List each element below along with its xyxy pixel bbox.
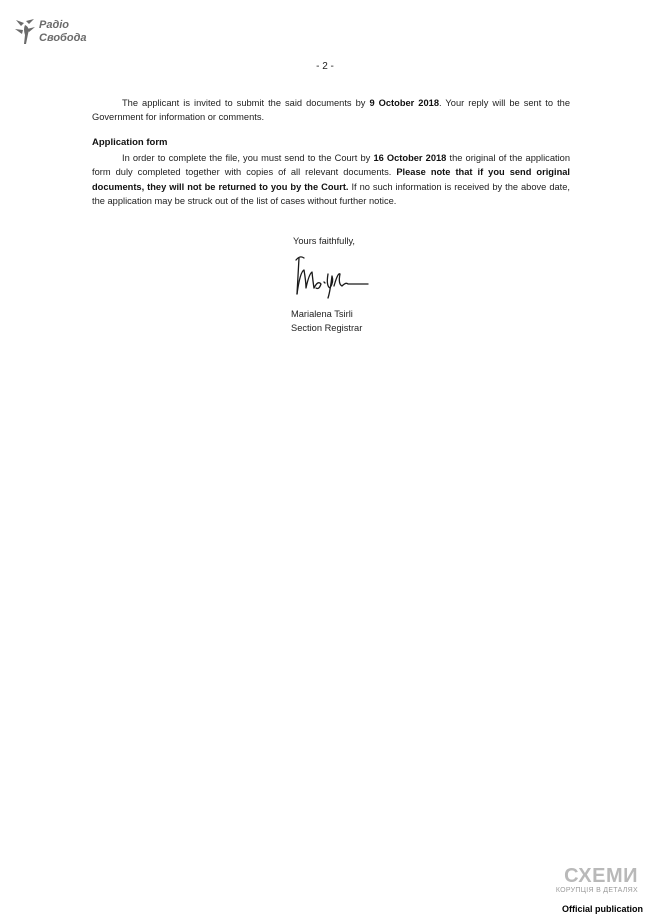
signer-name: Marialena Tsirli bbox=[291, 309, 353, 319]
paragraph-application-form bbox=[92, 151, 570, 209]
paragraph2-text-1: In order to complete the file, you must send to the Court by bbox=[122, 153, 374, 163]
radio-svoboda-logo bbox=[14, 17, 94, 49]
radio-svoboda-logo-icon bbox=[14, 17, 38, 47]
paragraph-submission-deadline bbox=[92, 96, 570, 125]
closing-salutation: Yours faithfully, bbox=[293, 236, 356, 246]
schemes-brand: СХЕМИ bbox=[564, 865, 638, 887]
paragraph2-bold-note: Please note that if you send original documents, they will not be returned to you by the Court. bbox=[92, 167, 571, 192]
logo-text bbox=[39, 19, 86, 45]
page-number: - 2 - bbox=[316, 61, 334, 72]
signer-title: Section Registrar bbox=[291, 323, 363, 333]
paragraph1-text-before: The applicant is invited to submit the said documents by bbox=[122, 98, 370, 108]
paragraph1-date: 9 October 2018 bbox=[369, 98, 439, 108]
schemes-tagline: КОРУПЦІЯ В ДЕТАЛЯХ bbox=[555, 887, 638, 894]
logo-line-2: Свобода bbox=[39, 32, 87, 44]
section-heading: Application form bbox=[92, 137, 168, 148]
paragraph2-date: 16 October 2018 bbox=[373, 153, 447, 163]
handwritten-signature bbox=[290, 252, 370, 302]
logo-line-1: Радіо bbox=[39, 19, 70, 31]
schemes-watermark bbox=[538, 866, 638, 895]
paragraph2-text-2: the original of the application form duly completed together with copies of all relevant documents. bbox=[92, 153, 570, 178]
paragraph2-text-3: If no such information is received by the above date, the application may be struck out of the list of cases without further notice. bbox=[92, 181, 570, 207]
signer-block bbox=[291, 307, 362, 335]
official-publication-label: Official publication bbox=[559, 903, 646, 915]
paragraph1-text-after: . Your reply will be sent to the Government for information or comments. bbox=[92, 98, 571, 123]
